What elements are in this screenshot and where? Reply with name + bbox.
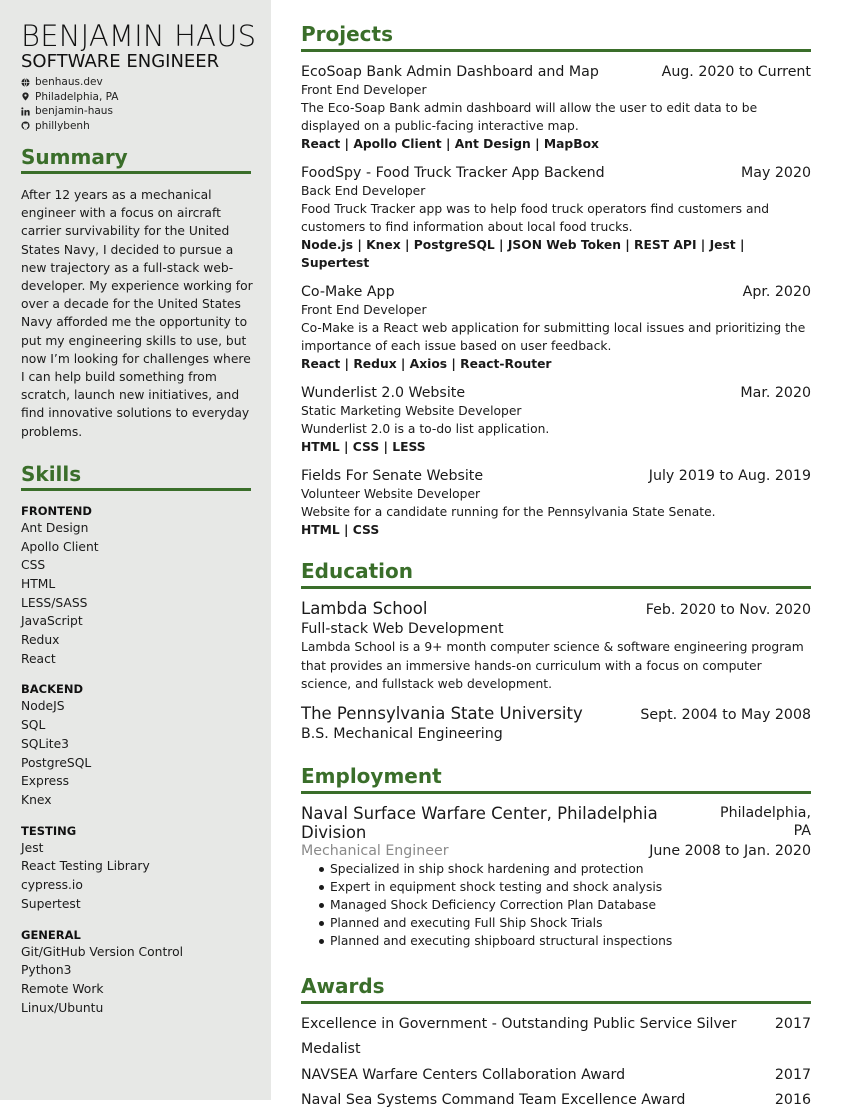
- education-description: Lambda School is a 9+ month computer science & software engineering program that provides an immersive hands-on curriculum with a focus on computer science, and fullstack web development.: [301, 640, 804, 691]
- award-name: NAVSEA Warfare Centers Collaboration Award: [301, 1066, 626, 1083]
- skill-item: React Testing Library: [21, 859, 150, 874]
- project-date: Apr. 2020: [742, 284, 811, 300]
- github-icon: [21, 121, 30, 130]
- contact-github-text: phillybenh: [35, 119, 90, 132]
- project-date: May 2020: [741, 165, 811, 181]
- projects-list: [301, 63, 811, 539]
- awards-list: [301, 1012, 811, 1114]
- award-year: 2016: [774, 1092, 811, 1109]
- project-entry: [301, 283, 811, 373]
- project-tech-stack: HTML | CSS: [301, 523, 380, 537]
- employment-bullet: Planned and executing shipboard structural inspections: [330, 932, 811, 950]
- school-name: Lambda School: [301, 599, 428, 618]
- skill-item: Jest: [21, 840, 44, 855]
- skill-item: PostgreSQL: [21, 755, 92, 770]
- skill-item: React: [21, 651, 56, 666]
- globe-icon: [21, 78, 30, 87]
- project-role: Back End Developer: [301, 184, 426, 198]
- skill-item: cypress.io: [21, 878, 83, 893]
- project-tech-stack: React | Apollo Client | Ant Design | MapBox: [301, 137, 599, 151]
- project-description: Food Truck Tracker app was to help food truck operators find customers and customers to find information about local food trucks.: [301, 202, 770, 234]
- main-content: [301, 20, 811, 1114]
- project-description: Co-Make is a React web application for submitting local issues and prioritizing the importance of each issue based on user feedback.: [301, 321, 806, 353]
- skill-item: Python3: [21, 963, 72, 978]
- project-title: Fields For Senate Website: [301, 468, 484, 484]
- project-header: [301, 283, 811, 301]
- employment-header: [301, 804, 811, 842]
- project-role: Front End Developer: [301, 83, 427, 97]
- project-entry: [301, 384, 811, 456]
- skill-group: [21, 503, 251, 669]
- skill-item: SQL: [21, 718, 46, 733]
- project-role: Static Marketing Website Developer: [301, 404, 522, 418]
- sidebar: [0, 0, 271, 1100]
- project-header: [301, 164, 811, 182]
- project-header: [301, 63, 811, 81]
- skill-group: [21, 927, 251, 1018]
- employment-entry: [301, 804, 811, 951]
- project-role: Volunteer Website Developer: [301, 487, 481, 501]
- project-tech-stack: HTML | CSS | LESS: [301, 440, 426, 454]
- contact-list: [21, 75, 251, 133]
- skills-heading: Skills: [21, 461, 251, 491]
- education-degree: B.S. Mechanical Engineering: [301, 725, 503, 742]
- award-entry: [301, 1012, 811, 1063]
- contact-linkedin-text: benjamin-haus: [35, 105, 113, 117]
- employment-bullet: Expert in equipment shock testing and shock analysis: [330, 878, 811, 896]
- employment-bullets: [301, 860, 811, 951]
- project-tech-stack: React | Redux | Axios | React-Router: [301, 357, 552, 371]
- project-header: [301, 467, 811, 485]
- skill-item: JavaScript: [21, 614, 83, 629]
- award-name: Excellence in Government - Outstanding Public Service Silver Medalist: [301, 1015, 737, 1058]
- contact-website-text: benhaus.dev: [35, 76, 103, 88]
- skill-item: Apollo Client: [21, 539, 99, 554]
- skill-item: Linux/Ubuntu: [21, 1000, 104, 1015]
- skill-item: Ant Design: [21, 520, 89, 535]
- skill-category: FRONTEND: [21, 503, 92, 518]
- summary-text: After 12 years as a mechanical engineer with a focus on aircraft carrier survivability for the United States Navy, I decided to pursue a new trajectory as a full-stack web-developer. My experience working for over a decade for the United States Navy afforded me the opportunity to put my engineering skills to use, but now I’m looking for challenges where I can help build something from scratch, launch new initiatives, and find innovative solutions to everyday problems.: [21, 188, 253, 439]
- skill-item: Redux: [21, 633, 60, 648]
- employment-bullet: Specialized in ship shock hardening and protection: [330, 860, 811, 878]
- skill-item: Knex: [21, 792, 52, 807]
- awards-heading: Awards: [301, 972, 811, 1004]
- employment-subheader: [301, 842, 811, 860]
- skill-category: BACKEND: [21, 682, 84, 697]
- project-entry: [301, 467, 811, 539]
- skill-item: Supertest: [21, 896, 81, 911]
- skill-item: NodeJS: [21, 699, 65, 714]
- project-title: Co-Make App: [301, 284, 395, 300]
- project-entry: [301, 164, 811, 272]
- contact-location-text: Philadelphia, PA: [35, 90, 119, 103]
- education-header: [301, 704, 811, 725]
- employment-position: Mechanical Engineer: [301, 842, 449, 859]
- employment-heading: Employment: [301, 762, 811, 794]
- project-date: Aug. 2020 to Current: [661, 64, 811, 80]
- contact-location: [21, 90, 251, 105]
- education-entry: [301, 704, 811, 743]
- project-title: Wunderlist 2.0 Website: [301, 385, 466, 401]
- skill-group: [21, 823, 251, 914]
- linkedin-icon: [21, 107, 30, 116]
- employment-bullet: Planned and executing Full Ship Shock Trials: [330, 914, 811, 932]
- award-entry: [301, 1063, 811, 1089]
- education-header: [301, 599, 811, 620]
- education-list: [301, 599, 811, 743]
- project-description: The Eco-Soap Bank admin dashboard will allow the user to edit data to be displayed on a public-facing interactive map.: [301, 101, 758, 133]
- skills-list: [21, 503, 251, 1017]
- skill-item: HTML: [21, 576, 56, 591]
- education-date: Feb. 2020 to Nov. 2020: [645, 602, 811, 618]
- award-year: 2017: [774, 1066, 811, 1083]
- project-title: FoodSpy - Food Truck Tracker App Backend: [301, 165, 605, 181]
- skill-item: SQLite3: [21, 736, 69, 751]
- project-date: Mar. 2020: [740, 385, 811, 401]
- candidate-title: SOFTWARE ENGINEER: [21, 51, 220, 72]
- skill-category: TESTING: [21, 823, 77, 838]
- award-name: Naval Sea Systems Command Team Excellence Award: [301, 1092, 686, 1109]
- summary-heading: Summary: [21, 144, 251, 174]
- education-date: Sept. 2004 to May 2008: [640, 706, 811, 723]
- employment-bullet: Managed Shock Deficiency Correction Plan Database: [330, 896, 811, 914]
- candidate-name: BENJAMIN HAUS: [21, 19, 257, 53]
- skill-category: GENERAL: [21, 927, 81, 942]
- contact-linkedin[interactable]: [21, 104, 251, 119]
- location-pin-icon: [21, 92, 30, 101]
- employment-list: [301, 804, 811, 951]
- project-tech-stack: Node.js | Knex | PostgreSQL | JSON Web Token | REST API | Jest | Supertest: [301, 238, 745, 270]
- skill-item: Remote Work: [21, 981, 104, 996]
- project-description: Website for a candidate running for the Pennsylvania State Senate.: [301, 505, 716, 519]
- employment-location: Philadelphia, PA: [720, 804, 811, 839]
- skill-item: Express: [21, 774, 70, 789]
- award-year: 2017: [774, 1015, 811, 1032]
- project-date: July 2019 to Aug. 2019: [648, 468, 811, 484]
- employment-dates: June 2008 to Jan. 2020: [649, 842, 811, 859]
- skill-group: [21, 681, 251, 809]
- skill-item: LESS/SASS: [21, 595, 88, 610]
- school-name: The Pennsylvania State University: [301, 703, 583, 723]
- project-header: [301, 384, 811, 402]
- employer-name: Naval Surface Warfare Center, Philadelphia Division: [301, 803, 658, 842]
- contact-github[interactable]: [21, 119, 251, 134]
- skill-item: Git/GitHub Version Control: [21, 944, 184, 959]
- education-entry: [301, 599, 811, 694]
- project-description: Wunderlist 2.0 is a to-do list application.: [301, 422, 550, 436]
- education-heading: Education: [301, 557, 811, 589]
- project-title: EcoSoap Bank Admin Dashboard and Map: [301, 64, 599, 80]
- education-degree: Full-stack Web Development: [301, 621, 504, 637]
- projects-heading: Projects: [301, 20, 811, 52]
- contact-website[interactable]: [21, 75, 251, 90]
- skill-item: CSS: [21, 558, 46, 573]
- project-role: Front End Developer: [301, 303, 427, 317]
- award-entry: [301, 1088, 811, 1114]
- project-entry: [301, 63, 811, 153]
